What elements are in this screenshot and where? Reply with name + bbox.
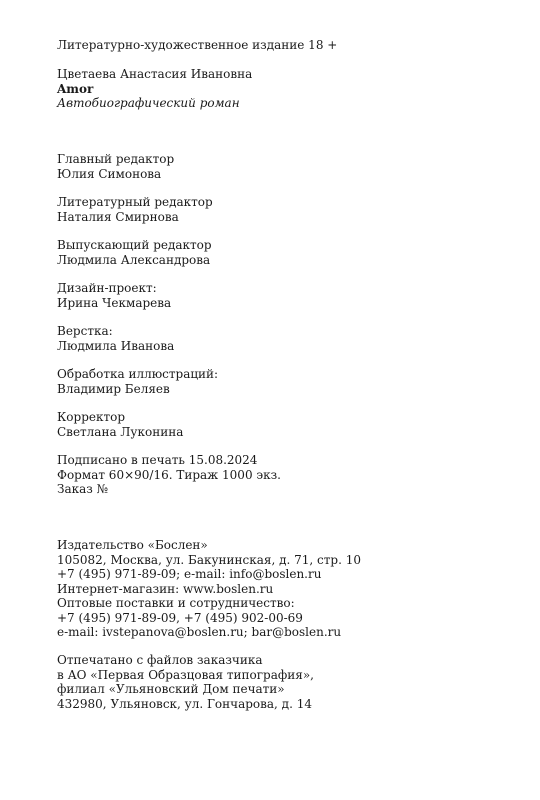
credit-managing-editor [57,238,520,267]
credit-name: Владимир Беляев [57,381,170,396]
publisher-name: Издательство «Бослен» [57,538,208,552]
credit-illustrations [57,367,520,396]
printer-block [57,653,520,711]
credit-name: Людмила Иванова [57,338,175,353]
publisher-wholesale-email: e-mail: ivstepanova@boslen.ru; bar@boslen.ru [57,625,342,639]
credit-name: Светлана Луконина [57,424,184,439]
printer-line: в АО «Первая Образцовая типография», [57,667,314,682]
credit-role: Верстка: [57,324,113,338]
credit-name: Ирина Чекмарева [57,295,172,310]
publisher-address: 105082, Москва, ул. Бакунинская, д. 71, стр. 10 [57,552,361,567]
publisher-shop: Интернет-магазин: www.boslen.ru [57,581,274,596]
publisher-wholesale-label: Оптовые поставки и сотрудничество: [57,596,295,610]
book-title: Amor [57,81,94,96]
printer-line: Отпечатано с файлов заказчика [57,653,263,667]
publisher-wholesale-phones: +7 (495) 971-89-09, +7 (495) 902-00-69 [57,610,303,625]
colophon-page [57,0,520,800]
printer-line: филиал «Ульяновский Дом печати» [57,682,285,696]
credit-name: Людмила Александрова [57,252,211,267]
book-genre: Автобиографический роман [57,96,240,110]
print-signed: Подписано в печать 15.08.2024 [57,453,258,467]
credit-role: Выпускающий редактор [57,238,212,252]
publisher-contacts: +7 (495) 971-89-09; e-mail: info@boslen.ru [57,567,322,581]
print-format: Формат 60×90/16. Тираж 1000 экз. [57,467,281,482]
credit-role: Корректор [57,410,126,424]
credit-name: Наталия Смирнова [57,209,179,224]
book-author: Цветаева Анастасия Ивановна [57,67,253,81]
credit-role: Дизайн-проект: [57,281,157,295]
credit-role: Обработка иллюстраций: [57,367,219,381]
print-order: Заказ № [57,482,108,496]
credit-role: Литературный редактор [57,195,213,209]
credit-layout [57,324,520,353]
printer-line: 432980, Ульяновск, ул. Гончарова, д. 14 [57,696,312,711]
book-info-block [57,67,520,111]
print-info-block [57,453,520,497]
credit-role: Главный редактор [57,152,175,166]
credit-name: Юлия Симонова [57,166,162,181]
publisher-block [57,538,520,640]
credit-literary-editor [57,195,520,224]
credit-proofreader [57,410,520,439]
edition-line: Литературно-художественное издание 18 + [57,38,338,52]
credit-design [57,281,520,310]
edition-block [57,38,520,53]
credit-chief-editor [57,152,520,181]
